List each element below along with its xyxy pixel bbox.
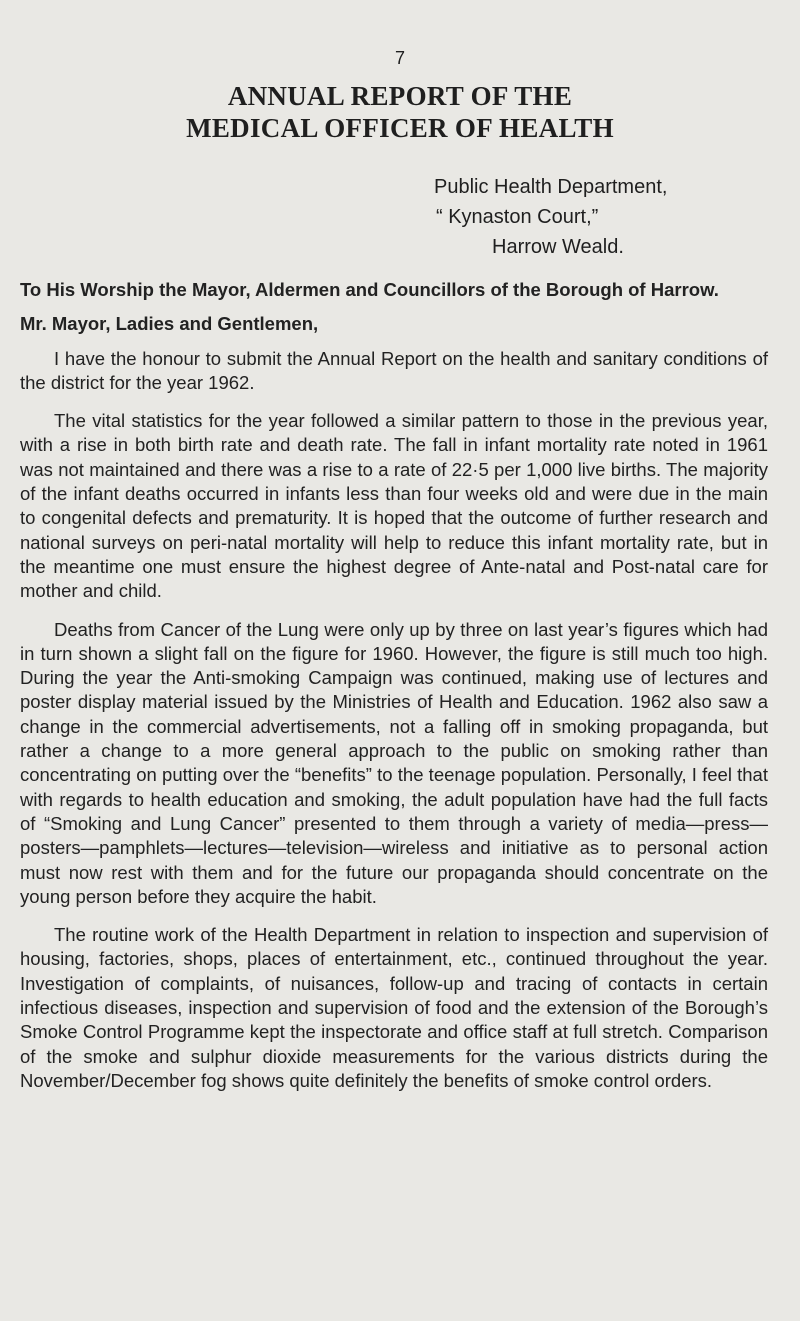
paragraph-1: I have the honour to submit the Annual Report on the health and sanitary conditions of the district for the year 1962. xyxy=(20,347,768,393)
page-number: 7 xyxy=(394,48,405,68)
address-line-1: Public Health Department, xyxy=(434,176,668,198)
address-line-2: “ Kynaston Court,” xyxy=(436,206,599,228)
letter-body xyxy=(20,278,768,1107)
salutation: To His Worship the Mayor, Aldermen and Councillors of the Borough of Harrow. xyxy=(20,279,719,300)
title-line-2: MEDICAL OFFICER OF HEALTH xyxy=(186,113,614,143)
address-line-3: Harrow Weald. xyxy=(492,236,624,258)
paragraph-4: The routine work of the Health Department in relation to inspection and supervision of housing, factories, shops, places of entertainment, etc., continued throughout the year. Investigation of complaints, of nuisances, follow-up and tracing of contacts in certain infectious diseases, inspection and supervision of food and the extension of the Borough’s Smoke Control Programme kept the inspectorate and office staff at full stretch. Comparison of the smoke and sulphur dioxide measurements for the various districts during the November/December fog shows quite definitely the benefits of smoke control orders. xyxy=(20,924,768,1091)
greeting: Mr. Mayor, Ladies and Gentlemen, xyxy=(20,313,319,335)
report-title xyxy=(0,80,800,144)
paragraph-2: The vital statistics for the year followed a similar pattern to those in the previous year, with a rise in both birth rate and death rate. The fall in infant mortality rate noted in 1961 was not maintained and there was a rise to a rate of 22·5 per 1,000 live births. The majority of the infant deaths occurred in infants less than four weeks old and were due in the main to congenital defects and prematurity. It is hoped that the outcome of further research and national surveys on peri-natal mortality will help to reduce this infant mortality rate, but in the meantime one must ensure the highest degree of Ante-natal and Post-natal care for mother and child. xyxy=(20,410,768,602)
title-line-1: ANNUAL REPORT OF THE xyxy=(227,81,573,111)
paragraph-3: Deaths from Cancer of the Lung were only up by three on last year’s figures which had in turn shown a slight fall on the figure for 1960. However, the figure is still much too high. During the year the Anti-smoking Campaign was continued, making use of lectures and poster display material issued by the Ministries of Health and Education. 1962 also saw a change in the commercial advertisements, not a falling off in smoking propaganda, but rather a change to a more general approach to the public on smoking rather than concentrating on putting over the “benefits” to the teenage population. Personally, I feel that with regards to health education and smoking, the adult population have had the full facts of “Smoking and Lung Cancer” presented to them through a variety of media—press—posters—pamphlets—lectures—television—wireless and initiative as to personal action must now rest with them and for the future our propaganda should concentrate on the young person before they acquire the habit. xyxy=(20,618,768,907)
sender-address xyxy=(434,172,667,262)
